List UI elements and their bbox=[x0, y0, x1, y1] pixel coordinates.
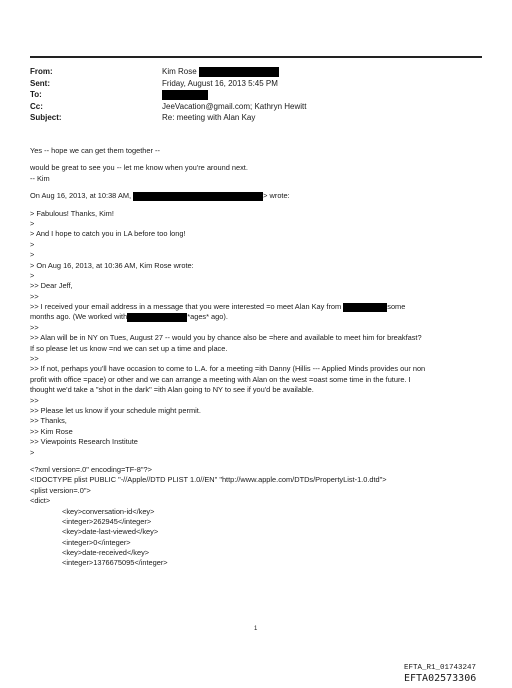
body-line: >> bbox=[30, 291, 39, 301]
body-line: > bbox=[30, 447, 35, 457]
redaction-box bbox=[343, 303, 387, 312]
page-number: 1 bbox=[254, 626, 258, 632]
bates-ref-small: EFTA_R1_01743247 bbox=[404, 664, 477, 672]
cc-value: JeeVacation@gmail.com; Kathryn Hewitt bbox=[162, 101, 307, 111]
body-line: -- Kim bbox=[30, 173, 50, 183]
subject-row bbox=[30, 112, 482, 124]
body-line: profit with office =pace) or other and we can arrange a meeting with Alan on the west =oast some time in the future. I bbox=[30, 374, 411, 384]
redaction-box bbox=[127, 313, 187, 322]
subject-value: Re: meeting with Alan Kay bbox=[162, 113, 256, 122]
email-header bbox=[30, 66, 482, 124]
body-line: > bbox=[30, 239, 35, 249]
body-line: >> Kim Rose bbox=[30, 426, 73, 436]
body-line: >> Thanks, bbox=[30, 416, 67, 426]
body-line: >> bbox=[30, 354, 39, 364]
redaction-box bbox=[162, 90, 208, 100]
body-line: > bbox=[30, 250, 35, 260]
sent-label: Sent: bbox=[30, 78, 50, 88]
body-line: >> bbox=[30, 322, 39, 332]
cc-label: Cc: bbox=[30, 101, 43, 111]
redaction-box bbox=[133, 192, 263, 201]
body-line: > Fabulous! Thanks, Kim! bbox=[30, 208, 114, 218]
xml-line: <integer>0</integer> bbox=[62, 537, 131, 547]
body-line: > bbox=[30, 218, 35, 228]
from-value: Kim Rose bbox=[162, 67, 197, 76]
body-line: On Aug 16, 2013, at 10:38 AM, > wrote: bbox=[30, 191, 290, 201]
body-line: >> If not, perhaps you'll have occasion to come to L.A. for a meeting =ith Danny (Hillis --- Applied Minds provides our non bbox=[30, 364, 426, 374]
email-body bbox=[30, 146, 482, 569]
from-label: From: bbox=[30, 67, 53, 76]
body-line: If so please let us know =nd we can set up a time and place. bbox=[30, 343, 228, 353]
body-line: > And I hope to catch you in LA before too long! bbox=[30, 229, 186, 239]
subject-label: Subject: bbox=[30, 113, 62, 122]
body-line: >> bbox=[30, 395, 39, 405]
body-line: >> I received your email address in a message that you were interested =o meet Alan Kay from some bbox=[30, 302, 406, 312]
xml-line: <!DOCTYPE plist PUBLIC "-//Apple//DTD PLIST 1.0//EN" "http://www.apple.com/DTDs/PropertyList-1.0.dtd"> bbox=[30, 475, 387, 485]
xml-line: <key>date-last-viewed</key> bbox=[62, 527, 159, 537]
header-rule bbox=[30, 56, 482, 58]
xml-line: <integer>262945</integer> bbox=[62, 516, 152, 526]
body-line: > On Aug 16, 2013, at 10:36 AM, Kim Rose wrote: bbox=[30, 260, 194, 270]
to-label: To: bbox=[30, 90, 42, 99]
from-row bbox=[30, 66, 482, 78]
body-line: >> Dear Jeff, bbox=[30, 281, 73, 291]
xml-line: <integer>1376675095</integer> bbox=[62, 558, 168, 568]
body-line: >> Viewpoints Research Institute bbox=[30, 437, 138, 447]
xml-line: <?xml version=.0" encoding=TF-8"?> bbox=[30, 464, 152, 474]
cc-row bbox=[30, 101, 482, 113]
body-line: > bbox=[30, 270, 35, 280]
sent-row bbox=[30, 78, 482, 90]
body-line: thought we'd take a "shot in the dark" =ith Alan going to NY to see if you'd be available. bbox=[30, 385, 314, 395]
bates-ref-large: EFTA02573306 bbox=[404, 673, 477, 684]
xml-line: <key>date-received</key> bbox=[62, 548, 150, 558]
xml-line: <dict> bbox=[30, 496, 51, 506]
body-line: months ago. (We worked with *ages* ago). bbox=[30, 312, 228, 322]
body-line: >> Please let us know if your schedule might permit. bbox=[30, 405, 201, 415]
body-line: >> Alan will be in NY on Tues, August 27 -- would you by chance also be =here and available to meet him for breakfast? bbox=[30, 333, 422, 343]
body-line: would be great to see you -- let me know when you're around next. bbox=[30, 163, 248, 173]
xml-line: <key>conversation-id</key> bbox=[62, 506, 155, 516]
xml-line: <plist version=.0"> bbox=[30, 485, 91, 495]
redaction-box bbox=[199, 67, 279, 77]
sent-value: Friday, August 16, 2013 5:45 PM bbox=[162, 78, 278, 88]
body-line: Yes -- hope we can get them together -- bbox=[30, 146, 160, 155]
to-row bbox=[30, 89, 482, 101]
